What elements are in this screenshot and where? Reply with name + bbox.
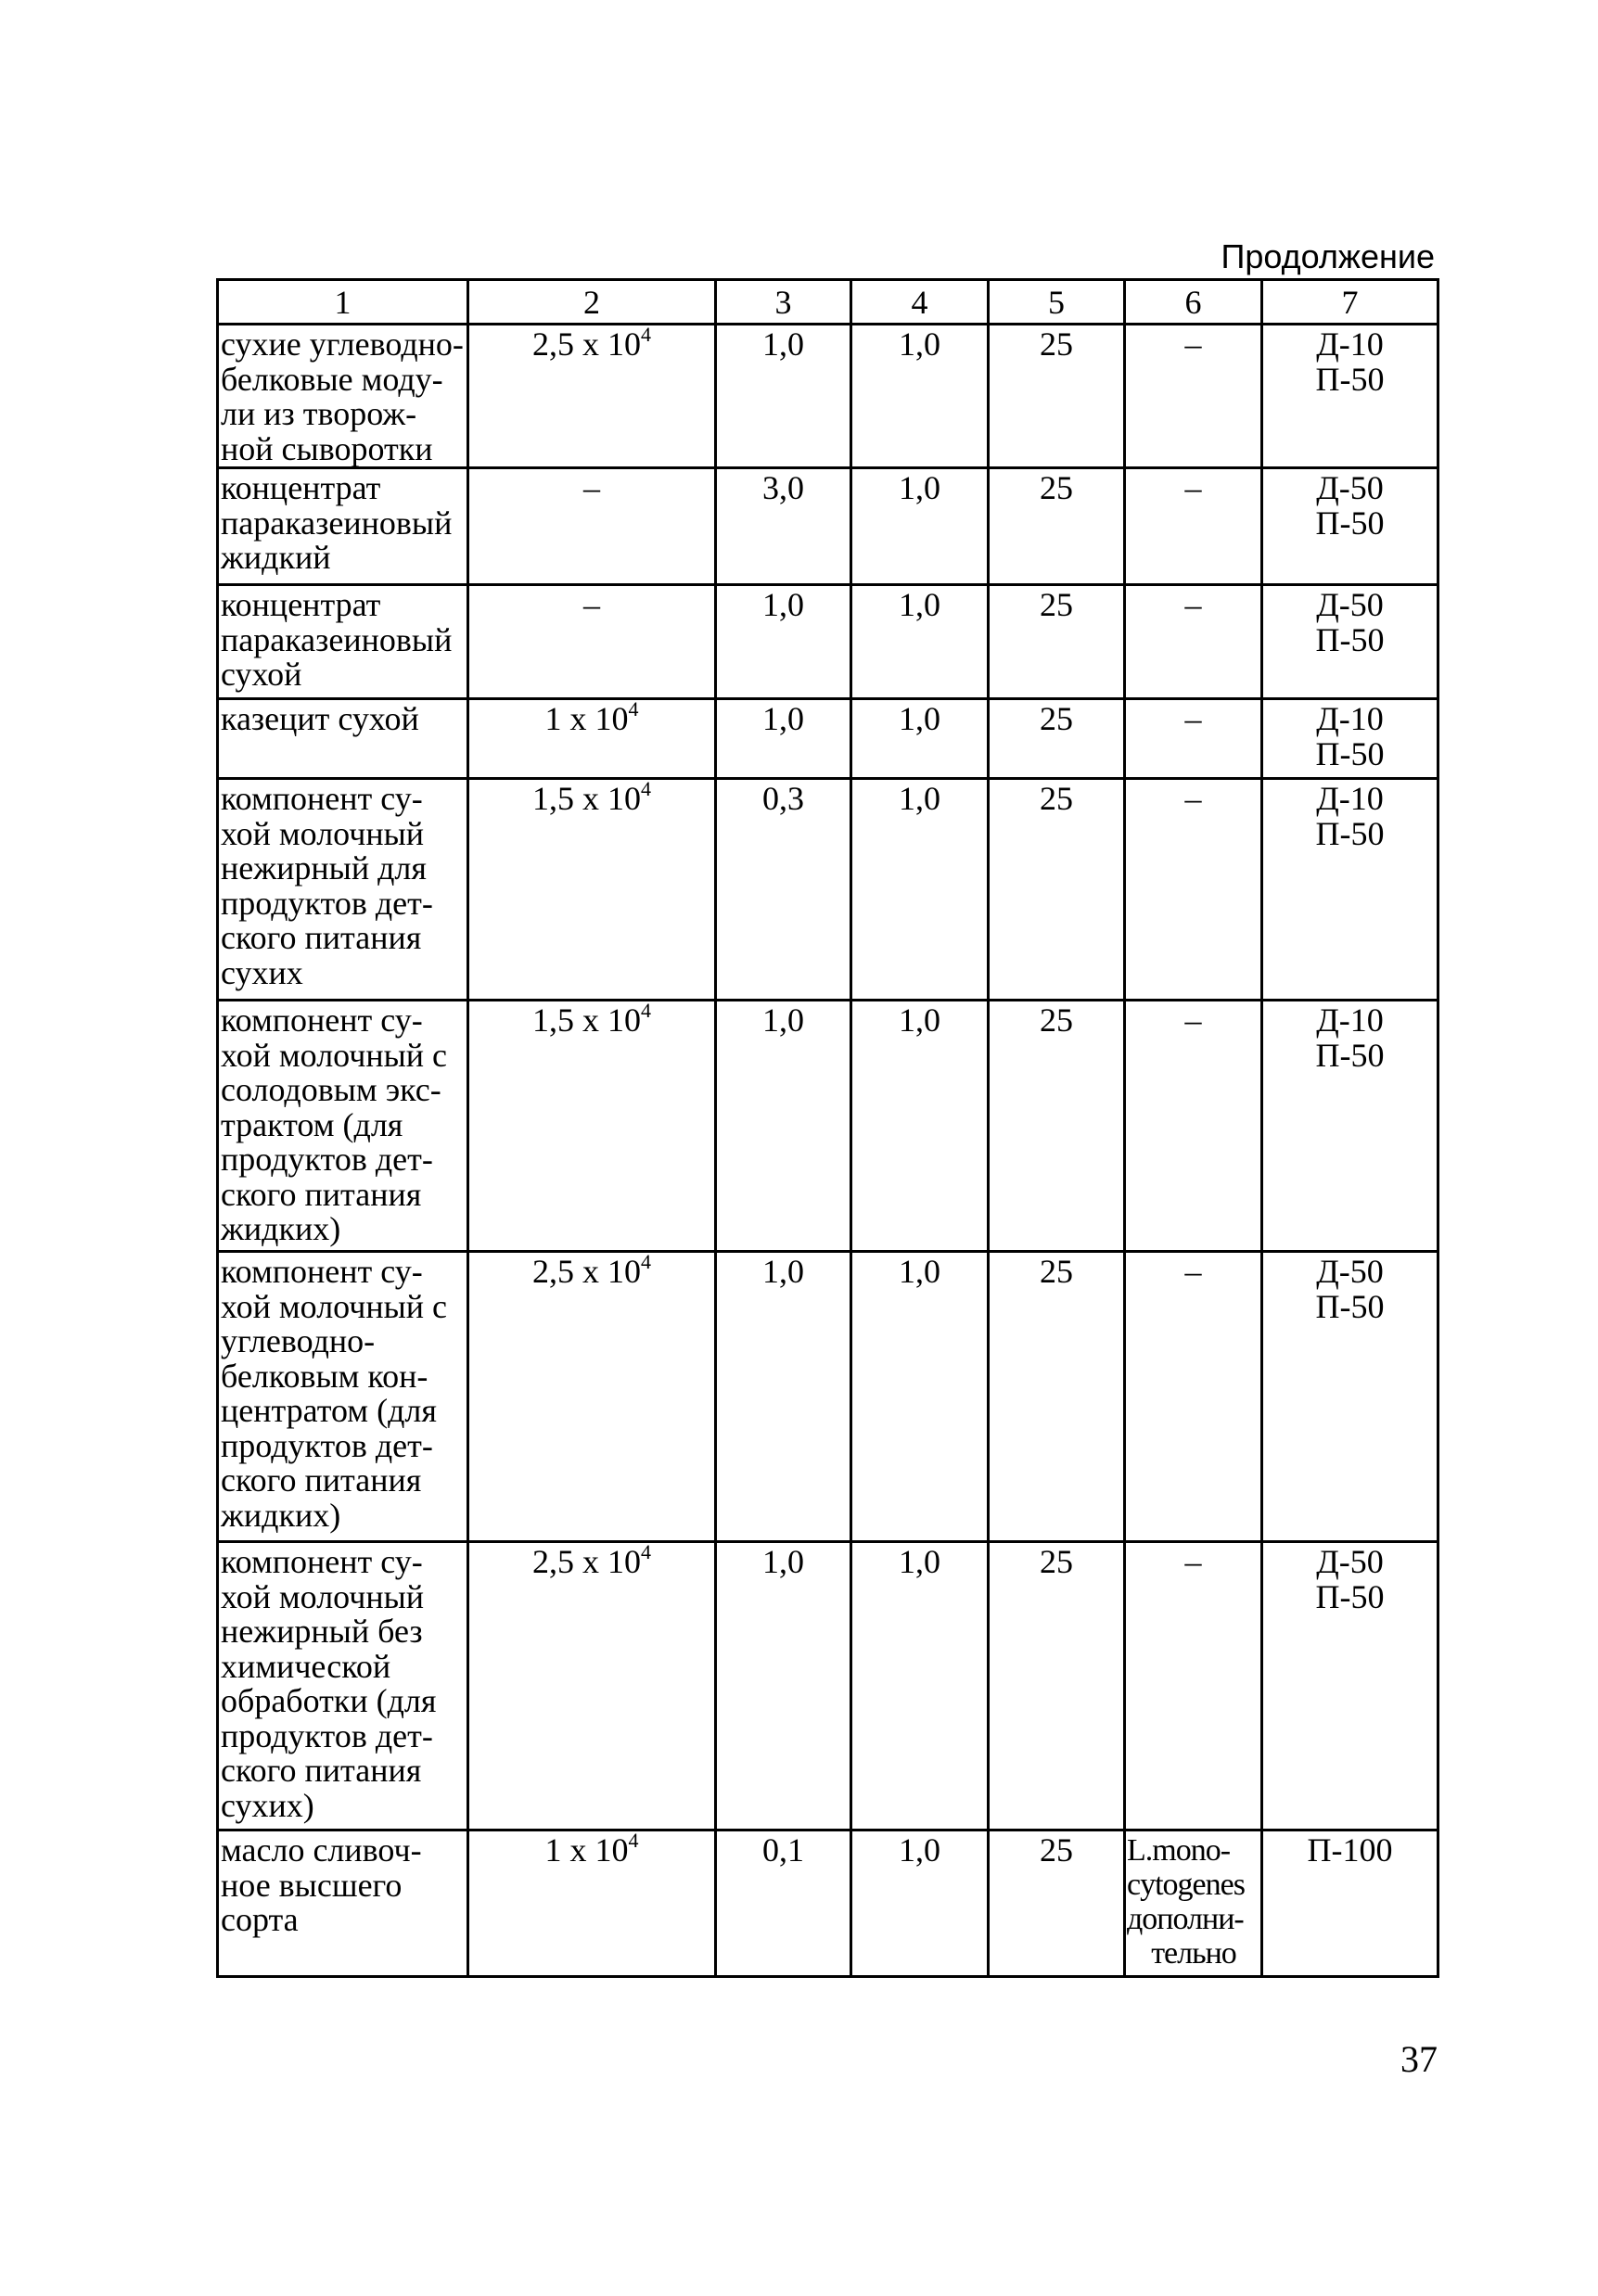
column-2-cell — [468, 779, 716, 1001]
product-name-line: казецит сухой — [221, 700, 419, 737]
column-7-cell — [1262, 585, 1438, 699]
column-2-cell — [468, 1001, 716, 1252]
value-mantissa: 1 x 10 — [544, 700, 629, 737]
column-3-cell: 1,0 — [716, 1542, 851, 1830]
column-5-cell: 25 — [989, 1252, 1125, 1542]
column-4-cell: 1,0 — [851, 468, 989, 585]
note-line: тельно — [1151, 1936, 1236, 1971]
column-7-cell — [1262, 1252, 1438, 1542]
product-name-line: центратом (для — [221, 1392, 437, 1429]
column-3-cell: 1,0 — [716, 585, 851, 699]
page-number: 37 — [1400, 2038, 1438, 2080]
value-exponent: 4 — [628, 1829, 639, 1852]
product-name-line: продуктов дет- — [221, 884, 433, 922]
product-name-line: жидких) — [221, 1496, 341, 1534]
table-row — [218, 1001, 1438, 1252]
product-name-line: компонент су- — [221, 1543, 423, 1580]
sample-volume-line: Д-50 — [1316, 1253, 1384, 1290]
note-line: L.mono- — [1127, 1833, 1231, 1868]
column-3-cell: 1,0 — [716, 1001, 851, 1252]
column-2-cell — [468, 1830, 716, 1977]
product-name-line: сорта — [221, 1901, 299, 1938]
product-name-line: углеводно- — [221, 1322, 376, 1359]
value-mantissa: 1 x 10 — [544, 1831, 629, 1869]
column-3-cell: 1,0 — [716, 699, 851, 779]
value-exponent: 4 — [641, 777, 651, 800]
column-7-cell — [1262, 779, 1438, 1001]
product-name-line: белковым кон- — [221, 1357, 428, 1395]
sample-volume-line: П-100 — [1307, 1831, 1393, 1869]
product-name-line: жидкий — [221, 539, 331, 576]
column-5-cell: 25 — [989, 468, 1125, 585]
product-name-line: белковые моду- — [221, 360, 443, 398]
note-line: cytogenes — [1127, 1868, 1245, 1902]
note-line: дополни- — [1127, 1902, 1244, 1936]
value-mantissa: 2,5 x 10 — [532, 1253, 641, 1290]
table-row — [218, 585, 1438, 699]
column-5-cell: 25 — [989, 325, 1125, 468]
product-name-line: параказеиновый — [221, 620, 453, 658]
product-name-line: ского питания — [221, 1752, 422, 1789]
sample-volume-line: П-50 — [1315, 360, 1385, 398]
product-name-cell — [218, 699, 468, 779]
sample-volume-line: П-50 — [1315, 504, 1385, 542]
product-name-line: ли из творож- — [221, 395, 417, 432]
column-5-cell: 25 — [989, 1830, 1125, 1977]
column-2-cell — [468, 585, 716, 699]
column-3-cell: 1,0 — [716, 325, 851, 468]
product-name-cell — [218, 585, 468, 699]
table-row — [218, 699, 1438, 779]
product-name-line: продуктов дет- — [221, 1716, 433, 1754]
sample-volume-line: П-50 — [1315, 1577, 1385, 1615]
sample-volume-line: П-50 — [1315, 620, 1385, 658]
column-4-cell: 1,0 — [851, 1830, 989, 1977]
column-6-cell: – — [1125, 325, 1262, 468]
value-mantissa: – — [583, 469, 600, 506]
product-name-cell — [218, 779, 468, 1001]
column-7-cell — [1262, 1542, 1438, 1830]
product-name-line: сухой — [221, 656, 302, 693]
column-2-cell — [468, 1252, 716, 1542]
column-4-cell: 1,0 — [851, 779, 989, 1001]
product-name-line: сухие углеводно- — [221, 325, 464, 363]
column-number-header: 5 — [989, 280, 1125, 325]
product-name-cell — [218, 1001, 468, 1252]
value-exponent: 4 — [641, 1250, 651, 1273]
product-name-line: хой молочный с — [221, 1287, 448, 1325]
sample-volume-line: Д-10 — [1316, 700, 1384, 737]
sample-volume-line: П-50 — [1315, 1036, 1385, 1074]
column-5-cell: 25 — [989, 699, 1125, 779]
continuation-label: Продолжение — [1221, 237, 1435, 275]
value-exponent: 4 — [628, 697, 639, 721]
column-6-cell: – — [1125, 699, 1262, 779]
column-7-cell — [1262, 1001, 1438, 1252]
column-4-cell: 1,0 — [851, 325, 989, 468]
column-2-cell — [468, 699, 716, 779]
sample-volume-line: Д-10 — [1316, 1001, 1384, 1039]
column-4-cell: 1,0 — [851, 585, 989, 699]
column-number-header: 7 — [1262, 280, 1438, 325]
value-exponent: 4 — [641, 323, 651, 346]
column-6-cell: – — [1125, 468, 1262, 585]
product-name-line: хой молочный с — [221, 1036, 448, 1074]
product-name-cell — [218, 325, 468, 468]
product-name-line: ского питания — [221, 919, 422, 956]
product-name-line: продуктов дет- — [221, 1426, 433, 1464]
value-mantissa: 2,5 x 10 — [532, 325, 641, 363]
column-2-cell — [468, 468, 716, 585]
value-mantissa: 2,5 x 10 — [532, 1543, 641, 1580]
sample-volume-line: Д-10 — [1316, 325, 1384, 363]
column-3-cell: 1,0 — [716, 1252, 851, 1542]
product-name-line: параказеиновый — [221, 504, 453, 542]
column-number-header: 3 — [716, 280, 851, 325]
product-name-cell — [218, 1830, 468, 1977]
table-row — [218, 468, 1438, 585]
product-name-line: концентрат — [221, 586, 381, 623]
table-row — [218, 779, 1438, 1001]
sample-volume-line: П-50 — [1315, 1287, 1385, 1325]
product-name-line: хой молочный — [221, 814, 425, 852]
column-3-cell: 0,1 — [716, 1830, 851, 1977]
value-mantissa: 1,5 x 10 — [532, 1001, 641, 1039]
column-4-cell: 1,0 — [851, 1001, 989, 1252]
table-header-row — [218, 280, 1438, 325]
product-name-line: трактом (для — [221, 1105, 403, 1143]
product-name-line: ное высшего — [221, 1866, 403, 1904]
column-7-cell — [1262, 468, 1438, 585]
product-name-line: сухих) — [221, 1786, 314, 1824]
product-name-line: химической — [221, 1647, 391, 1685]
column-6-cell: – — [1125, 1542, 1262, 1830]
product-name-line: хой молочный — [221, 1577, 425, 1615]
product-name-line: компонент су- — [221, 1001, 423, 1039]
requirements-table — [216, 278, 1439, 1978]
product-name-cell — [218, 468, 468, 585]
column-3-cell: 3,0 — [716, 468, 851, 585]
column-3-cell: 0,3 — [716, 779, 851, 1001]
column-number-header: 1 — [218, 280, 468, 325]
column-4-cell: 1,0 — [851, 1542, 989, 1830]
column-6-cell: – — [1125, 1252, 1262, 1542]
product-name-line: концентрат — [221, 469, 381, 506]
product-name-line: ского питания — [221, 1461, 422, 1499]
column-2-cell — [468, 325, 716, 468]
product-name-line: обработки (для — [221, 1682, 437, 1719]
column-5-cell: 25 — [989, 779, 1125, 1001]
column-4-cell: 1,0 — [851, 1252, 989, 1542]
table-row — [218, 1252, 1438, 1542]
product-name-cell — [218, 1252, 468, 1542]
column-5-cell: 25 — [989, 1001, 1125, 1252]
product-name-line: сухих — [221, 953, 303, 991]
sample-volume-line: Д-50 — [1316, 469, 1384, 506]
column-number-header: 6 — [1125, 280, 1262, 325]
column-7-cell — [1262, 1830, 1438, 1977]
value-mantissa: 1,5 x 10 — [532, 780, 641, 817]
sample-volume-line: П-50 — [1315, 814, 1385, 852]
column-6-cell: – — [1125, 779, 1262, 1001]
table-row — [218, 1830, 1438, 1977]
column-5-cell: 25 — [989, 1542, 1125, 1830]
value-mantissa: – — [583, 586, 600, 623]
value-exponent: 4 — [641, 999, 651, 1022]
product-name-cell — [218, 1542, 468, 1830]
product-name-line: масло сливоч- — [221, 1831, 422, 1869]
column-number-header: 2 — [468, 280, 716, 325]
product-name-line: нежирный без — [221, 1613, 423, 1650]
column-6-cell: – — [1125, 1001, 1262, 1252]
product-name-line: компонент су- — [221, 1253, 423, 1290]
column-4-cell: 1,0 — [851, 699, 989, 779]
column-2-cell — [468, 1542, 716, 1830]
sample-volume-line: Д-10 — [1316, 780, 1384, 817]
product-name-line: солодовым экс- — [221, 1071, 441, 1108]
product-name-line: ского питания — [221, 1175, 422, 1213]
sample-volume-line: П-50 — [1315, 734, 1385, 772]
column-7-cell — [1262, 325, 1438, 468]
sample-volume-line: Д-50 — [1316, 586, 1384, 623]
table-row — [218, 325, 1438, 468]
value-exponent: 4 — [641, 1540, 651, 1563]
sample-volume-line: Д-50 — [1316, 1543, 1384, 1580]
product-name-line: продуктов дет- — [221, 1141, 433, 1178]
product-name-line: ной сыворотки — [221, 429, 433, 467]
product-name-line: нежирный для — [221, 849, 427, 887]
table-row — [218, 1542, 1438, 1830]
column-6-cell — [1125, 1830, 1262, 1977]
product-name-line: компонент су- — [221, 780, 423, 817]
column-5-cell: 25 — [989, 585, 1125, 699]
product-name-line: жидких) — [221, 1210, 341, 1247]
column-number-header: 4 — [851, 280, 989, 325]
column-7-cell — [1262, 699, 1438, 779]
column-6-cell: – — [1125, 585, 1262, 699]
